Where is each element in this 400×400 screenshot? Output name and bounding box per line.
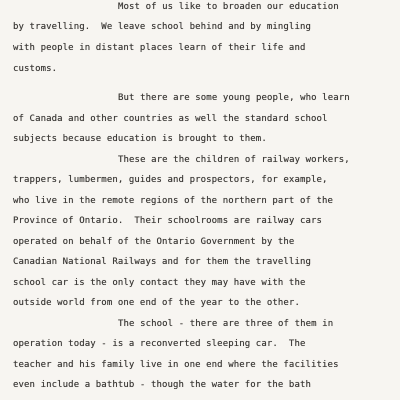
text-line: outside world from one end of the year to the other. [13, 298, 300, 308]
text-line: But there are some young people, who learn [118, 93, 350, 103]
text-line: of Canada and other countries as well the standard school [13, 114, 328, 124]
text-line: school car is the only contact they may have with the [13, 278, 306, 288]
text-line: Canadian National Railways and for them the travelling [13, 257, 311, 267]
text-line: operated on behalf of the Ontario Government by the [13, 237, 295, 247]
text-line: subjects because education is brought to them. [13, 134, 267, 144]
text-line: The school - there are three of them in [118, 319, 334, 329]
text-line: customs. [13, 64, 58, 74]
text-line: trappers, lumbermen, guides and prospectors, for example, [13, 175, 328, 185]
text-line: even include a bathtub - though the water for the bath [13, 380, 311, 390]
text-line: operation today - is a reconverted sleeping car. The [13, 339, 306, 349]
text-line: with people in distant places learn of their life and [13, 43, 306, 53]
text-line: Most of us like to broaden our education [118, 2, 339, 12]
text-line: teacher and his family live in one end where the facilities [13, 360, 339, 370]
text-line: by travelling. We leave school behind and by mingling [13, 22, 311, 32]
text-line: who live in the remote regions of the northern part of the [13, 196, 334, 206]
text-line: Province of Ontario. Their schoolrooms are railway cars [13, 216, 323, 226]
text-line: These are the children of railway workers, [118, 155, 350, 165]
